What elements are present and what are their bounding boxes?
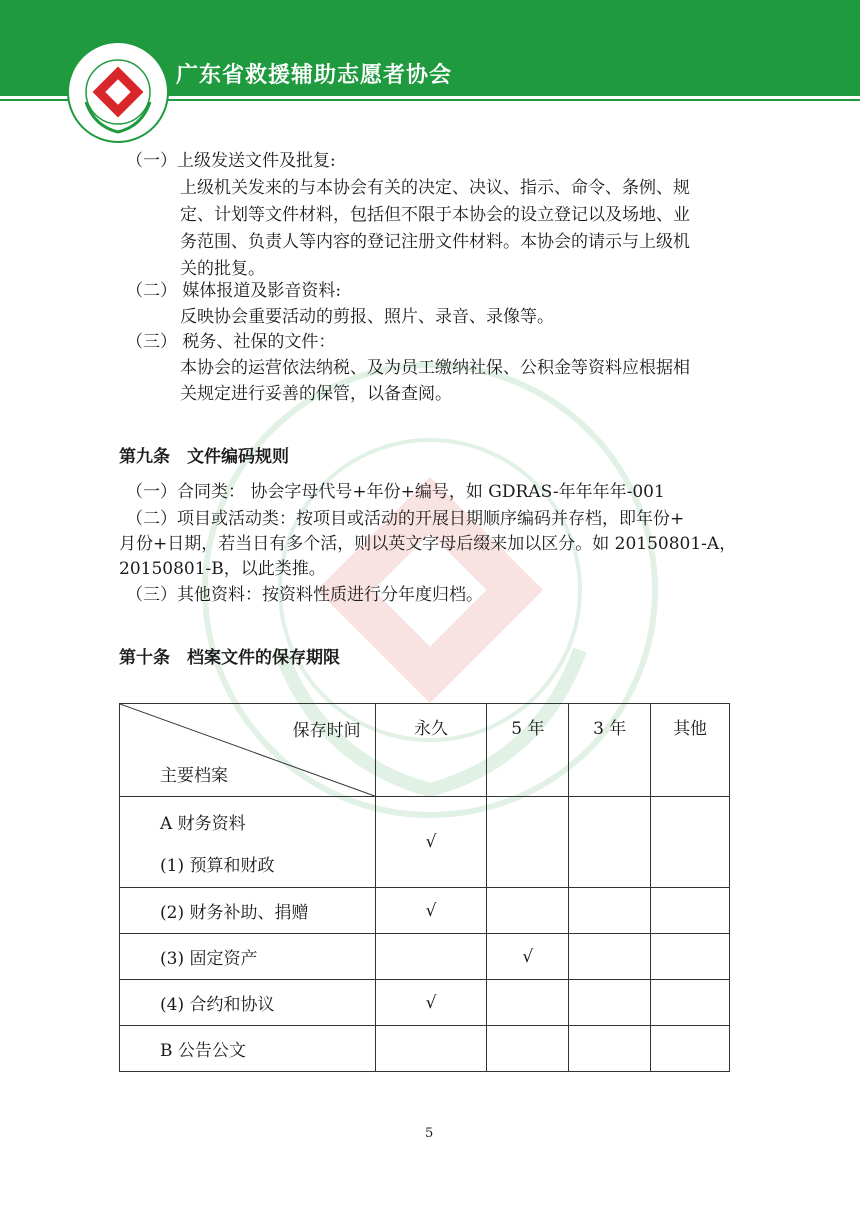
check-cell bbox=[375, 1026, 487, 1072]
article-10-heading: 第十条 档案文件的保存期限 bbox=[119, 648, 340, 668]
row-label: (3) 固定资产 bbox=[120, 934, 376, 980]
row-label-line: (1) 预算和财政 bbox=[160, 856, 275, 876]
check-cell bbox=[651, 1026, 730, 1072]
header-retention-time: 保存时间 bbox=[292, 721, 361, 741]
check-cell bbox=[487, 888, 569, 934]
row-label bbox=[120, 797, 376, 888]
column-header: 3 年 bbox=[569, 704, 651, 797]
check-cell bbox=[569, 934, 651, 980]
check-cell bbox=[569, 797, 651, 888]
section-2-title: （二） 媒体报道及影音资料: bbox=[126, 281, 342, 301]
table-row bbox=[120, 797, 730, 888]
retention-table bbox=[119, 703, 730, 1072]
article-9-line: （一）合同类： 协会字母代号+年份+编号，如 GDRAS-年年年年-001 bbox=[126, 482, 665, 502]
header-main-archive: 主要档案 bbox=[160, 766, 228, 786]
check-cell: √ bbox=[487, 934, 569, 980]
section-2-line: 反映协会重要活动的剪报、照片、录音、录像等。 bbox=[180, 307, 554, 327]
check-cell bbox=[487, 980, 569, 1026]
row-label: B 公告公文 bbox=[120, 1026, 376, 1072]
org-title: 广东省救援辅助志愿者协会 bbox=[176, 63, 453, 88]
section-1-line: 上级机关发来的与本协会有关的决定、决议、指示、命令、条例、规 bbox=[180, 178, 690, 198]
section-1-line: 关的批复。 bbox=[180, 259, 265, 279]
section-1-line: 定、计划等文件材料，包括但不限于本协会的设立登记以及场地、业 bbox=[180, 205, 690, 225]
diagonal-header-cell bbox=[120, 704, 376, 797]
check-cell: √ bbox=[375, 888, 487, 934]
column-header: 永久 bbox=[375, 704, 487, 797]
row-label: (2) 财务补助、捐赠 bbox=[120, 888, 376, 934]
check-cell bbox=[487, 797, 569, 888]
table-row bbox=[120, 888, 730, 934]
row-label-line: A 财务资料 bbox=[160, 814, 246, 834]
section-3-line: 本协会的运营依法纳税、及为员工缴纳社保、公积金等资料应根据相 bbox=[180, 358, 690, 378]
table-row bbox=[120, 980, 730, 1026]
table-header-row bbox=[120, 704, 730, 797]
section-1-title: （一）上级发送文件及批复: bbox=[126, 151, 336, 171]
section-3-title: （三） 税务、社保的文件： bbox=[126, 332, 336, 352]
article-9-heading: 第九条 文件编码规则 bbox=[119, 447, 289, 467]
article-9-line: 20150801-B，以此类推。 bbox=[119, 559, 326, 579]
table-row bbox=[120, 1026, 730, 1072]
association-logo-icon bbox=[66, 40, 170, 144]
check-cell bbox=[569, 888, 651, 934]
check-cell bbox=[651, 797, 730, 888]
check-cell: √ bbox=[375, 980, 487, 1026]
check-cell bbox=[651, 980, 730, 1026]
check-cell bbox=[569, 1026, 651, 1072]
table-row bbox=[120, 934, 730, 980]
article-9-line: （三）其他资料：按资料性质进行分年度归档。 bbox=[126, 585, 483, 605]
column-header: 其他 bbox=[651, 704, 730, 797]
check-cell bbox=[569, 980, 651, 1026]
page-number: 5 bbox=[425, 1126, 434, 1141]
section-1-line: 务范围、负责人等内容的登记注册文件材料。本协会的请示与上级机 bbox=[180, 232, 690, 252]
check-cell bbox=[375, 934, 487, 980]
check-cell bbox=[651, 888, 730, 934]
row-label: (4) 合约和协议 bbox=[120, 980, 376, 1026]
article-9-line: （二）项目或活动类：按项目或活动的开展日期顺序编码并存档，即年份+ bbox=[126, 509, 685, 529]
check-cell bbox=[651, 934, 730, 980]
section-3-line: 关规定进行妥善的保管，以备查阅。 bbox=[180, 384, 452, 404]
article-9-line: 月份+日期，若当日有多个活，则以英文字母后缀来加以区分。如 20150801-A， bbox=[119, 534, 737, 554]
check-cell: √ bbox=[375, 797, 487, 888]
column-header: 5 年 bbox=[487, 704, 569, 797]
check-cell bbox=[487, 1026, 569, 1072]
